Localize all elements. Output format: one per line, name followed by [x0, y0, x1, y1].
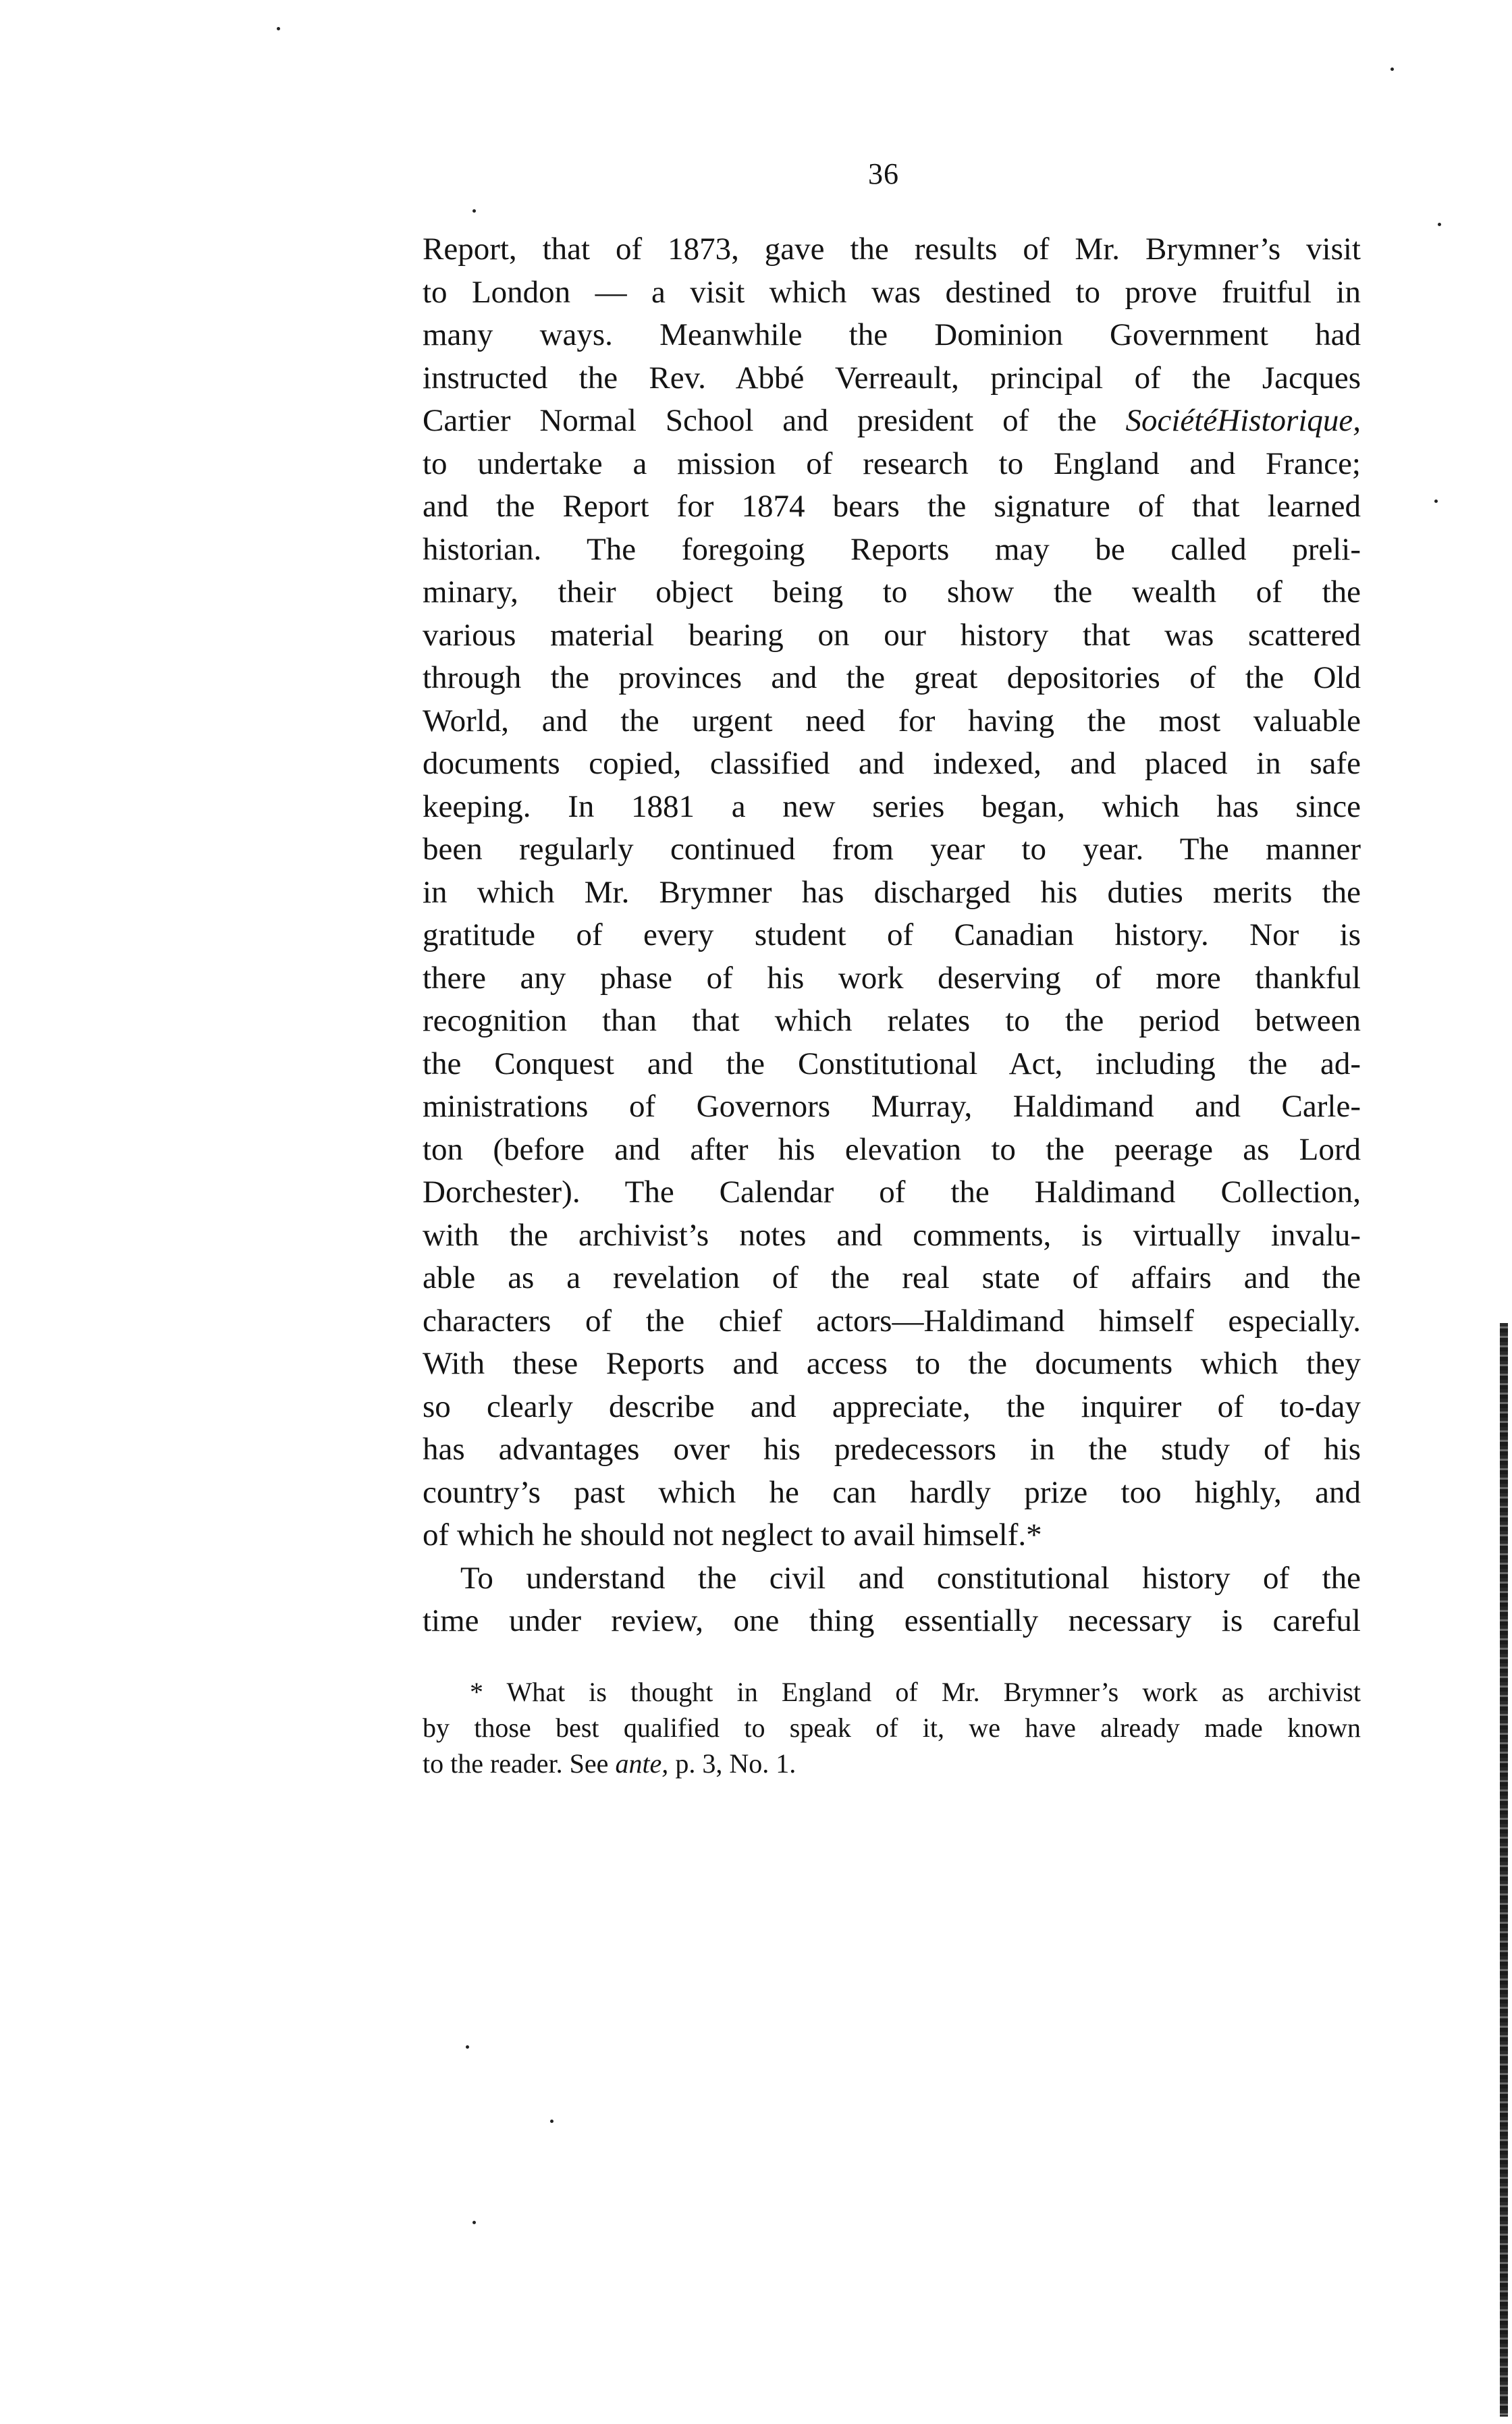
text-line: ton (before and after his elevation to the peerage as Lord: [423, 1131, 1361, 1167]
text-line: the Conquest and the Constitutional Act, including the ad-: [423, 1046, 1361, 1081]
text-line: through the provinces and the great depositories of the Old: [423, 660, 1361, 695]
italic-ante: ante,: [615, 1748, 669, 1779]
scan-speck: [473, 209, 476, 213]
text-line: so clearly describe and appreciate, the inquirer of to-day: [423, 1389, 1361, 1424]
scan-speck: [277, 27, 280, 30]
text-line: Report, that of 1873, gave the results of Mr. Brymner’s visit: [423, 232, 1361, 267]
text-line: of which he should not neglect to avail himself.*: [423, 1517, 1042, 1553]
footnote-line: * What is thought in England of Mr. Brymner’s work as archivist: [470, 1677, 1361, 1707]
text-line: many ways. Meanwhile the Dominion Government had: [423, 317, 1361, 352]
text-line: documents copied, classified and indexed, and placed in safe: [423, 746, 1361, 781]
text-line: gratitude of every student of Canadian history. Nor is: [423, 917, 1361, 952]
footnote-line-with-italic: [423, 1746, 1361, 1781]
text-line: Dorchester). The Calendar of the Haldimand Collection,: [423, 1175, 1361, 1210]
text-line: World, and the urgent need for having the most valuable: [423, 703, 1361, 738]
page-number: 36: [868, 157, 899, 190]
main-text: [423, 228, 1361, 1643]
italic-society-name: SociétéHistorique,: [1125, 403, 1361, 438]
scan-speck: [1434, 500, 1438, 503]
text-line: keeping. In 1881 a new series began, which has since: [423, 788, 1361, 824]
text-line: country’s past which he can hardly prize too highly, and: [423, 1474, 1361, 1510]
text-line: to London — a visit which was destined to prove fruitful in: [423, 274, 1361, 310]
scan-speck: [473, 2221, 476, 2224]
text-segment: to the reader. See: [423, 1748, 616, 1779]
text-line: minary, their object being to show the wealth of the: [423, 574, 1361, 610]
text-line: instructed the Rev. Abbé Verreault, principal of the Jacques: [423, 360, 1361, 396]
text-line: ministrations of Governors Murray, Haldimand and Carle-: [423, 1089, 1361, 1124]
text-line: in which Mr. Brymner has discharged his duties merits the: [423, 874, 1361, 910]
text-line: to undertake a mission of research to England and France;: [423, 446, 1361, 481]
footnote: [423, 1674, 1361, 1781]
text-line: recognition than that which relates to the period between: [423, 1003, 1361, 1038]
text-line: and the Report for 1874 bears the signature of that learned: [423, 489, 1361, 524]
text-line: characters of the chief actors—Haldimand himself especially.: [423, 1303, 1361, 1339]
text-line-with-italic: [423, 400, 1361, 443]
footnote-line: by those best qualified to speak of it, we have already made known: [423, 1713, 1361, 1743]
paragraph-start-line: To understand the civil and constitutional history of the: [460, 1560, 1361, 1596]
scan-edge-artifact: [1500, 1323, 1508, 2417]
text-line: been regularly continued from year to year. The manner: [423, 832, 1361, 867]
scan-speck: [1390, 68, 1394, 71]
text-segment: p. 3, No. 1.: [668, 1748, 796, 1779]
text-line: various material bearing on our history that was scattered: [423, 617, 1361, 653]
text-line: time under review, one thing essentially necessary is careful: [423, 1603, 1361, 1638]
text-line: with the archivist’s notes and comments, is virtually invalu-: [423, 1217, 1361, 1253]
text-line: With these Reports and access to the documents which they: [423, 1346, 1361, 1381]
scan-speck: [466, 2045, 469, 2049]
text-line: able as a revelation of the real state of affairs and the: [423, 1260, 1361, 1295]
scan-speck: [1438, 223, 1441, 226]
text-line: has advantages over his predecessors in the study of his: [423, 1432, 1361, 1467]
scan-speck: [550, 2120, 554, 2123]
text-segment: Cartier Normal School and president of the: [423, 403, 1097, 438]
text-line: historian. The foregoing Reports may be called preli-: [423, 531, 1361, 567]
text-line: there any phase of his work deserving of more thankful: [423, 960, 1361, 996]
